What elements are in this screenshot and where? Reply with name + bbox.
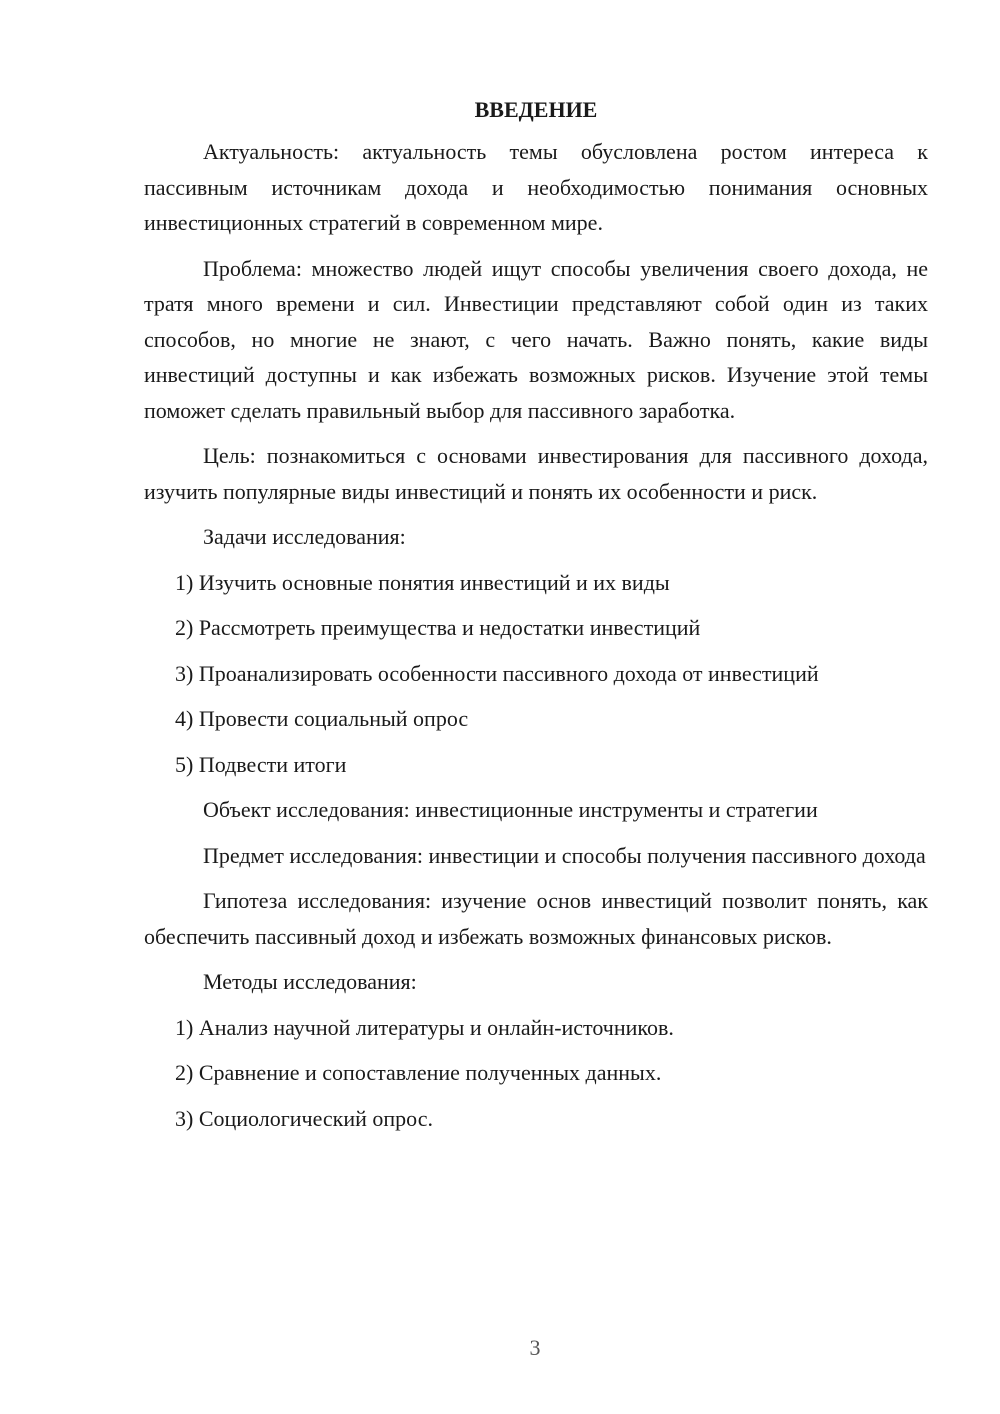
goal-paragraph: Цель: познакомиться с основами инвестирования для пассивного дохода, изучить популярные виды инвестиций и понять их особенности и риск. [144, 443, 928, 504]
task-item: 1) Изучить основные понятия инвестиций и их виды [175, 569, 670, 595]
problem-paragraph: Проблема: множество людей ищут способы увеличения своего дохода, не тратя много времени и сил. Инвестиции представляют собой один из таких способов, но многие не знают, с чего начать. Важно понять, какие виды инвестиций доступны и как избежать возможных рисков. Изучение этой темы поможет сделать правильный выбор для пассивного заработка. [144, 255, 928, 423]
page-number: 3 [529, 1335, 541, 1360]
method-item: 1) Анализ научной литературы и онлайн-источников. [175, 1014, 674, 1040]
section-title: ВВЕДЕНИЕ [474, 97, 598, 122]
methods-heading: Методы исследования: [203, 969, 417, 994]
task-item: 5) Подвести итоги [175, 751, 347, 777]
method-item: 3) Социологический опрос. [175, 1105, 433, 1131]
tasks-heading: Задачи исследования: [203, 524, 406, 549]
relevance-paragraph: Актуальность: актуальность темы обусловлена ростом интереса к пассивным источникам дохода и необходимостью понимания основных инвестиционных стратегий в современном мире. [144, 139, 928, 235]
method-item: 2) Сравнение и сопоставление полученных данных. [175, 1060, 662, 1085]
task-item: 4) Провести социальный опрос [175, 706, 469, 731]
hypothesis-paragraph: Гипотеза исследования: изучение основ инвестиций позволит понять, как обеспечить пассивный доход и избежать возможных финансовых рисков. [144, 888, 928, 949]
subject-paragraph: Предмет исследования: инвестиции и способы получения пассивного дохода [203, 842, 926, 868]
document-page [144, 92, 928, 1146]
task-item: 2) Рассмотреть преимущества и недостатки инвестиций [175, 615, 701, 640]
object-line: Объект исследования: инвестиционные инструменты и стратегии [203, 797, 818, 822]
task-item: 3) Проанализировать особенности пассивного дохода от инвестиций [175, 660, 819, 686]
